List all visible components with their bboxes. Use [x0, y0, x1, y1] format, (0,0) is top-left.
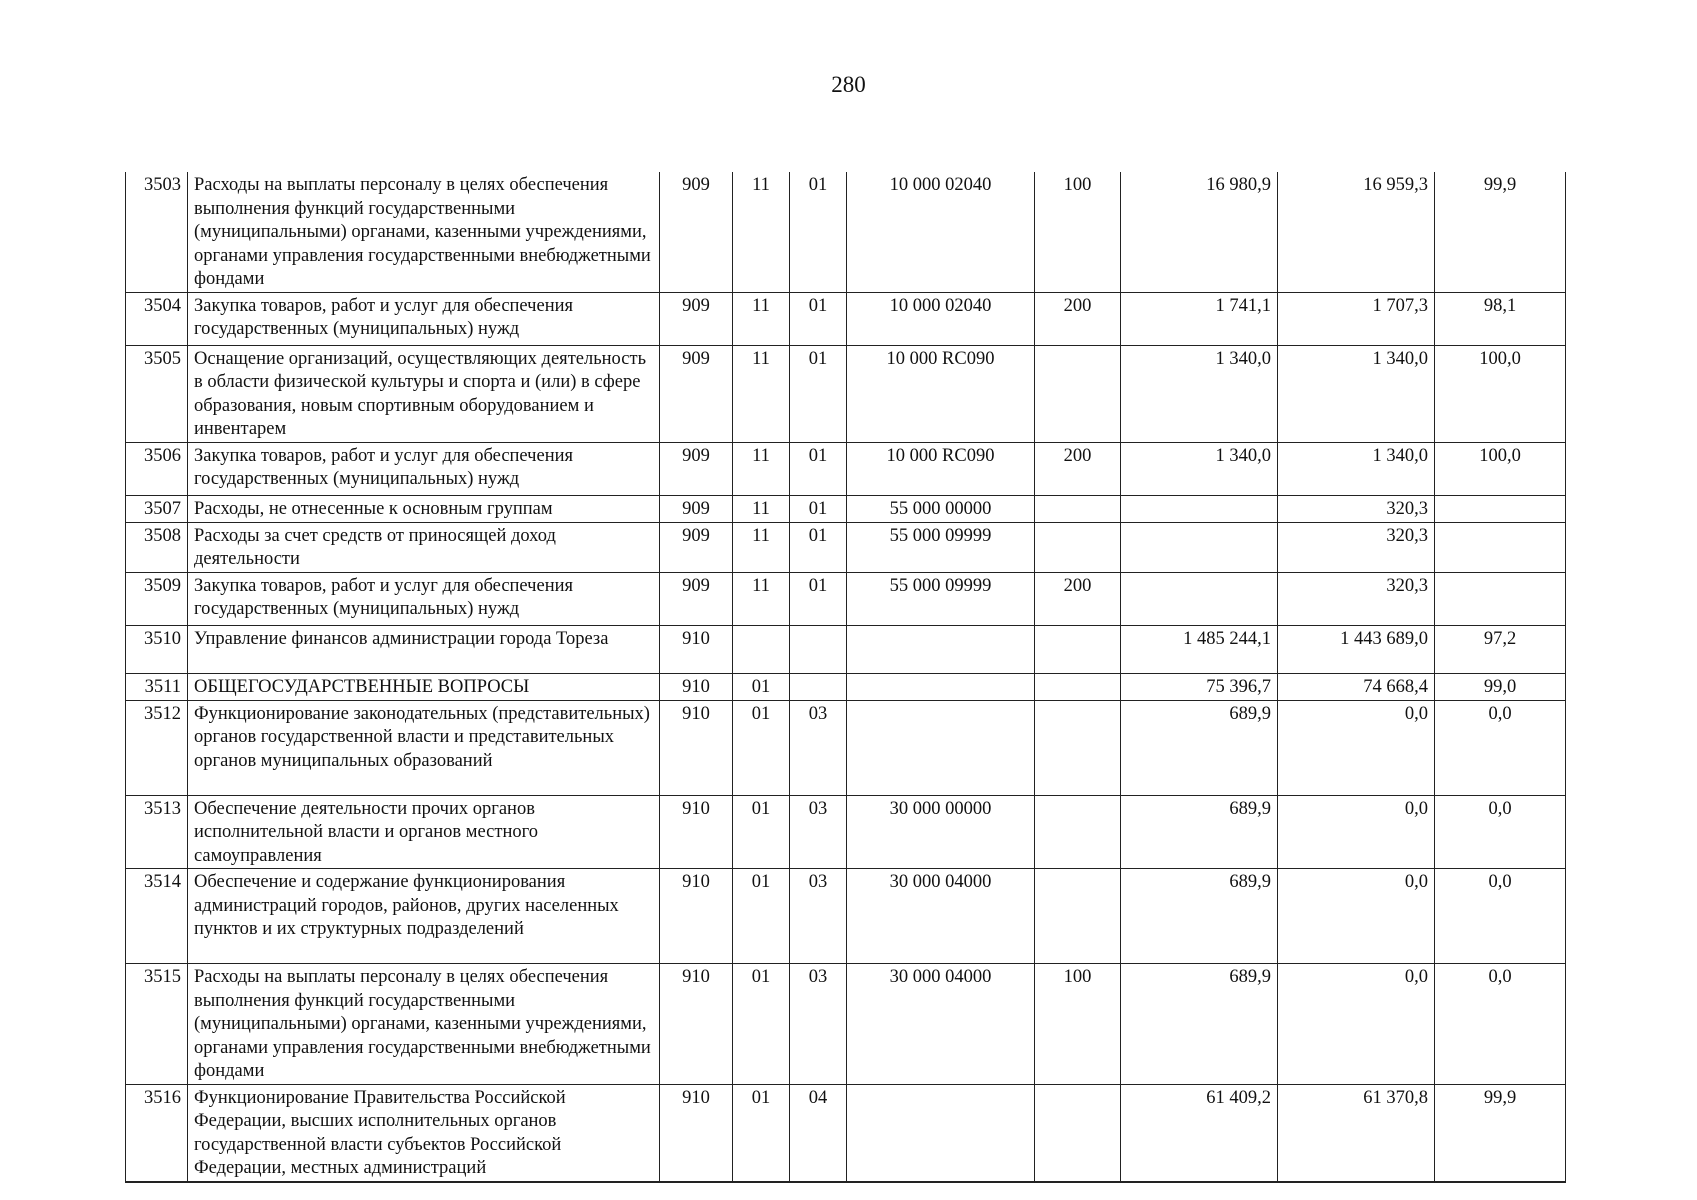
row-subsection-code: 03: [790, 700, 847, 795]
row-ved-code: 910: [660, 1084, 733, 1182]
row-planned-amount: 1 485 244,1: [1121, 625, 1278, 673]
row-number: 3509: [126, 572, 188, 625]
row-section-code: 01: [733, 1084, 790, 1182]
row-planned-amount: 689,9: [1121, 795, 1278, 869]
row-target-article: 55 000 00000: [847, 495, 1035, 522]
row-section-code: 01: [733, 964, 790, 1085]
row-actual-amount: 1 340,0: [1278, 442, 1435, 495]
row-planned-amount: 16 980,9: [1121, 172, 1278, 292]
row-subsection-code: 01: [790, 172, 847, 292]
table-row: [126, 673, 1566, 700]
budget-table: [125, 172, 1566, 1183]
table-row: [126, 700, 1566, 795]
row-ved-code: 910: [660, 795, 733, 869]
table-row: [126, 292, 1566, 345]
row-ved-code: 909: [660, 495, 733, 522]
row-section-code: [733, 625, 790, 673]
row-expense-type: 200: [1035, 292, 1121, 345]
table-row: [126, 795, 1566, 869]
row-percent: 0,0: [1435, 869, 1566, 964]
row-section-code: 11: [733, 495, 790, 522]
row-target-article: 10 000 RC090: [847, 345, 1035, 442]
row-percent: 99,0: [1435, 673, 1566, 700]
row-expense-type: [1035, 795, 1121, 869]
row-number: 3516: [126, 1084, 188, 1182]
row-actual-amount: 320,3: [1278, 495, 1435, 522]
table-row: [126, 869, 1566, 964]
row-ved-code: 909: [660, 292, 733, 345]
row-section-code: 11: [733, 345, 790, 442]
row-subsection-code: 01: [790, 522, 847, 572]
row-description: Обеспечение и содержание функционирования администраций городов, районов, других населенных пунктов и их структурных подразделений: [188, 869, 660, 964]
row-description: Функционирование Правительства Российской Федерации, высших исполнительных органов государственной власти субъектов Российской Федерации, местных администраций: [188, 1084, 660, 1182]
table-row: [126, 1084, 1566, 1182]
row-planned-amount: [1121, 522, 1278, 572]
row-section-code: 11: [733, 522, 790, 572]
row-actual-amount: 0,0: [1278, 869, 1435, 964]
row-number: 3505: [126, 345, 188, 442]
table-row: [126, 522, 1566, 572]
row-percent: 99,9: [1435, 172, 1566, 292]
row-ved-code: 909: [660, 172, 733, 292]
row-expense-type: [1035, 625, 1121, 673]
row-subsection-code: 01: [790, 292, 847, 345]
row-expense-type: [1035, 495, 1121, 522]
row-target-article: [847, 625, 1035, 673]
row-actual-amount: 0,0: [1278, 700, 1435, 795]
row-number: 3511: [126, 673, 188, 700]
row-target-article: 55 000 09999: [847, 572, 1035, 625]
row-section-code: 01: [733, 673, 790, 700]
row-section-code: 11: [733, 442, 790, 495]
table-row: [126, 442, 1566, 495]
row-expense-type: 100: [1035, 964, 1121, 1085]
row-ved-code: 909: [660, 442, 733, 495]
row-planned-amount: [1121, 572, 1278, 625]
row-subsection-code: 03: [790, 964, 847, 1085]
row-ved-code: 910: [660, 869, 733, 964]
row-ved-code: 909: [660, 522, 733, 572]
row-target-article: 10 000 02040: [847, 292, 1035, 345]
row-section-code: 01: [733, 700, 790, 795]
row-percent: 99,9: [1435, 1084, 1566, 1182]
row-planned-amount: 689,9: [1121, 700, 1278, 795]
row-expense-type: 100: [1035, 172, 1121, 292]
row-description: Расходы, не отнесенные к основным группам: [188, 495, 660, 522]
row-description: ОБЩЕГОСУДАРСТВЕННЫЕ ВОПРОСЫ: [188, 673, 660, 700]
row-number: 3515: [126, 964, 188, 1085]
row-subsection-code: 01: [790, 572, 847, 625]
row-subsection-code: 01: [790, 442, 847, 495]
row-subsection-code: 01: [790, 495, 847, 522]
row-planned-amount: 689,9: [1121, 869, 1278, 964]
row-target-article: 55 000 09999: [847, 522, 1035, 572]
row-percent: [1435, 522, 1566, 572]
row-percent: 97,2: [1435, 625, 1566, 673]
row-target-article: [847, 673, 1035, 700]
row-ved-code: 910: [660, 673, 733, 700]
row-number: 3513: [126, 795, 188, 869]
row-target-article: [847, 700, 1035, 795]
row-actual-amount: 320,3: [1278, 572, 1435, 625]
row-description: Расходы за счет средств от приносящей доход деятельности: [188, 522, 660, 572]
row-percent: [1435, 572, 1566, 625]
row-target-article: [847, 1084, 1035, 1182]
row-number: 3512: [126, 700, 188, 795]
row-planned-amount: 75 396,7: [1121, 673, 1278, 700]
row-expense-type: [1035, 1084, 1121, 1182]
row-actual-amount: 16 959,3: [1278, 172, 1435, 292]
row-number: 3506: [126, 442, 188, 495]
row-expense-type: 200: [1035, 442, 1121, 495]
row-actual-amount: 0,0: [1278, 795, 1435, 869]
row-expense-type: [1035, 869, 1121, 964]
row-number: 3507: [126, 495, 188, 522]
row-ved-code: 910: [660, 964, 733, 1085]
page-number: 280: [831, 72, 866, 97]
row-subsection-code: 03: [790, 795, 847, 869]
row-number: 3508: [126, 522, 188, 572]
row-description: Управление финансов администрации города Тореза: [188, 625, 660, 673]
row-target-article: 10 000 02040: [847, 172, 1035, 292]
row-ved-code: 909: [660, 572, 733, 625]
row-planned-amount: 1 340,0: [1121, 345, 1278, 442]
row-percent: 100,0: [1435, 442, 1566, 495]
row-description: Закупка товаров, работ и услуг для обеспечения государственных (муниципальных) нужд: [188, 292, 660, 345]
row-actual-amount: 61 370,8: [1278, 1084, 1435, 1182]
row-planned-amount: 1 340,0: [1121, 442, 1278, 495]
row-actual-amount: 320,3: [1278, 522, 1435, 572]
row-planned-amount: 689,9: [1121, 964, 1278, 1085]
row-target-article: 30 000 00000: [847, 795, 1035, 869]
row-expense-type: [1035, 700, 1121, 795]
row-percent: 0,0: [1435, 700, 1566, 795]
row-ved-code: 909: [660, 345, 733, 442]
row-number: 3504: [126, 292, 188, 345]
row-description: Расходы на выплаты персоналу в целях обеспечения выполнения функций государственными (муниципальными) органами, казенными учреждениями, органами управления государственными внебюджетными фондами: [188, 964, 660, 1085]
table-row: [126, 572, 1566, 625]
row-percent: 100,0: [1435, 345, 1566, 442]
row-subsection-code: [790, 673, 847, 700]
row-number: 3503: [126, 172, 188, 292]
table-row: [126, 495, 1566, 522]
row-number: 3514: [126, 869, 188, 964]
row-expense-type: [1035, 673, 1121, 700]
row-actual-amount: 1 707,3: [1278, 292, 1435, 345]
row-target-article: 30 000 04000: [847, 869, 1035, 964]
row-planned-amount: 1 741,1: [1121, 292, 1278, 345]
row-percent: 0,0: [1435, 795, 1566, 869]
row-percent: 98,1: [1435, 292, 1566, 345]
row-description: Оснащение организаций, осуществляющих деятельность в области физической культуры и спорта и (или) в сфере образования, новым спортивным оборудованием и инвентарем: [188, 345, 660, 442]
table-row: [126, 345, 1566, 442]
row-subsection-code: 04: [790, 1084, 847, 1182]
row-percent: 0,0: [1435, 964, 1566, 1085]
row-section-code: 11: [733, 572, 790, 625]
row-section-code: 11: [733, 292, 790, 345]
table-row: [126, 625, 1566, 673]
row-ved-code: 910: [660, 700, 733, 795]
row-actual-amount: 0,0: [1278, 964, 1435, 1085]
table-row: [126, 172, 1566, 292]
row-subsection-code: 03: [790, 869, 847, 964]
row-section-code: 01: [733, 869, 790, 964]
row-actual-amount: 1 340,0: [1278, 345, 1435, 442]
row-number: 3510: [126, 625, 188, 673]
row-description: Расходы на выплаты персоналу в целях обеспечения выполнения функций государственными (муниципальными) органами, казенными учреждениями, органами управления государственными внебюджетными фондами: [188, 172, 660, 292]
row-target-article: 30 000 04000: [847, 964, 1035, 1085]
table-row: [126, 964, 1566, 1085]
row-planned-amount: [1121, 495, 1278, 522]
row-expense-type: [1035, 522, 1121, 572]
row-description: Функционирование законодательных (представительных) органов государственной власти и представительных органов муниципальных образований: [188, 700, 660, 795]
row-actual-amount: 74 668,4: [1278, 673, 1435, 700]
row-description: Закупка товаров, работ и услуг для обеспечения государственных (муниципальных) нужд: [188, 572, 660, 625]
row-description: Обеспечение деятельности прочих органов исполнительной власти и органов местного самоуправления: [188, 795, 660, 869]
row-expense-type: 200: [1035, 572, 1121, 625]
row-description: Закупка товаров, работ и услуг для обеспечения государственных (муниципальных) нужд: [188, 442, 660, 495]
row-subsection-code: [790, 625, 847, 673]
row-expense-type: [1035, 345, 1121, 442]
row-target-article: 10 000 RC090: [847, 442, 1035, 495]
row-section-code: 01: [733, 795, 790, 869]
row-percent: [1435, 495, 1566, 522]
row-planned-amount: 61 409,2: [1121, 1084, 1278, 1182]
row-subsection-code: 01: [790, 345, 847, 442]
row-ved-code: 910: [660, 625, 733, 673]
row-section-code: 11: [733, 172, 790, 292]
row-actual-amount: 1 443 689,0: [1278, 625, 1435, 673]
